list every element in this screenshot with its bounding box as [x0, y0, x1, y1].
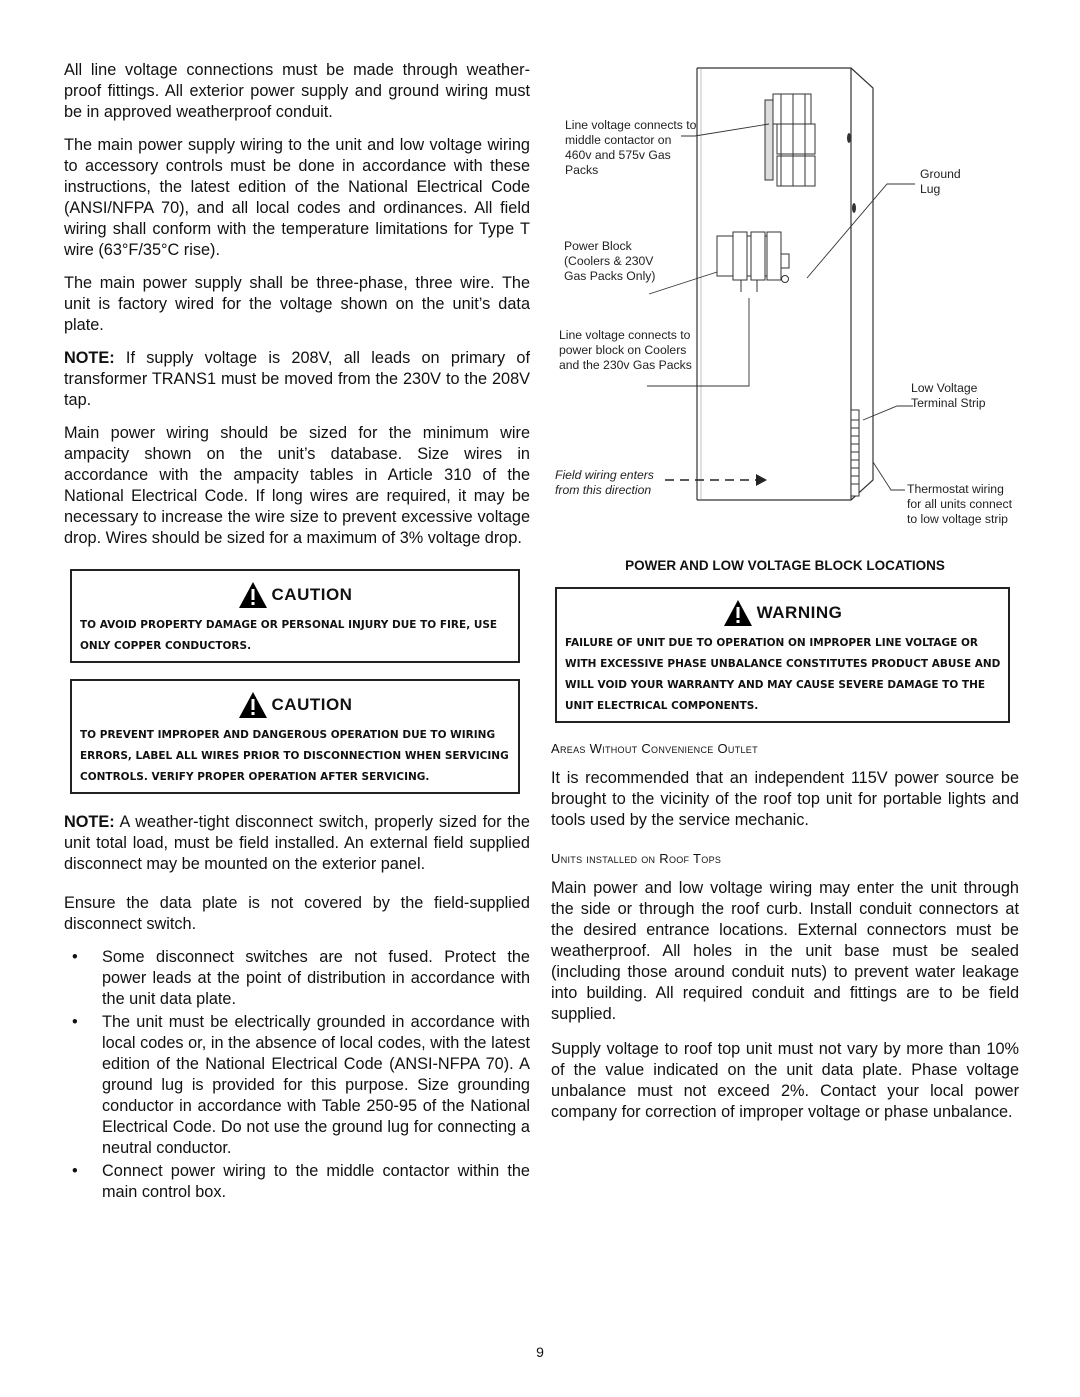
contactor-block [765, 94, 815, 186]
label-field-wiring: Field wiring enters from this direction [555, 468, 654, 497]
list-item: • The unit must be electrically grounded in accordance with local codes or, in the absence of local codes, with the latest edition of the National Electrical Code (ANSI-NFPA 70). A ground lug is provided for this purpose. Size grounding conductor in accordance with Table 250-95 of the National Electrical Code. Do not use the ground lug for connecting a neutral conductor. [72, 1013, 530, 1157]
field-wiring-arrow [665, 474, 767, 486]
caution-heading: CAUTION [271, 585, 353, 604]
paragraph-data-plate: Ensure the data plate is not covered by the field-supplied disconnect switch. [64, 894, 530, 933]
warning-triangle-icon [723, 599, 753, 627]
note-label: NOTE: [64, 349, 115, 367]
wiring-diagram [551, 60, 1019, 550]
warning-text: FAILURE OF UNIT DUE TO OPERATION ON IMPROPER LINE VOLTAGE OR WITH EXCESSIVE PHASE UNBALANCE CONSTITUTES PRODUCT ABUSE AND WILL VOID YOUR WARRANTY AND MAY CAUSE SEVERE DAMAGE TO THE UNIT ELECTRICAL COMPONENTS. [565, 637, 1001, 712]
caution-heading: CAUTION [271, 695, 353, 714]
warning-box [555, 587, 1010, 723]
label-power-block: Power Block (Coolers & 230V Gas Packs Only) [564, 239, 656, 283]
power-block [717, 232, 789, 292]
section-heading-convenience-outlet: Areas Without Convenience Outlet [551, 741, 758, 756]
caution-box-copper [70, 569, 520, 663]
bullet-icon: • [72, 948, 78, 966]
note-text: If supply voltage is 208V, all leads on primary of transformer TRANS1 must be moved from the 230V to the 208V tap. [64, 349, 530, 409]
warning-header [563, 595, 1002, 631]
low-voltage-strip [851, 410, 859, 496]
paragraph-convenience-outlet: It is recommended that an independent 115V power source be brought to the vicinity of the roof top unit for portable lights and tools used by the service mechanic. [551, 769, 1019, 829]
paragraph-three-phase: The main power supply shall be three-phase, three wire. The unit is factory wired for the voltage shown on the unit’s data plate. [64, 274, 530, 334]
warning-triangle-icon [238, 581, 268, 609]
bullet-icon: • [72, 1013, 78, 1031]
label-ground-lug: Ground Lug [920, 167, 961, 196]
label-low-voltage: Low Voltage Terminal Strip [911, 381, 986, 410]
label-thermostat: Thermostat wiring for all units connect to low voltage strip [907, 482, 1013, 526]
warning-triangle-icon [238, 691, 268, 719]
paragraph-supply-voltage: Supply voltage to roof top unit must not vary by more than 10% of the value indicated on the unit data plate. Phase voltage unbalance must not exceed 2%. Contact your local power company for correction of improper voltage or phase unbalance. [551, 1040, 1019, 1121]
caution-header [78, 687, 512, 723]
caution-header [78, 577, 512, 613]
right-column [551, 60, 1019, 1135]
list-item: • Connect power wiring to the middle contactor within the main control box. [72, 1162, 530, 1201]
paragraph-weatherproof: All line voltage connections must be made through weather-proof fittings. All exterior power supply and ground wiring must be in approved weatherproof conduit. [64, 61, 530, 121]
left-column [64, 60, 530, 1205]
caution-text: TO AVOID PROPERTY DAMAGE OR PERSONAL INJURY DUE TO FIRE, USE ONLY COPPER CONDUCTORS. [80, 619, 498, 652]
caution-box-labeling [70, 679, 520, 794]
note-label: NOTE: [64, 813, 115, 831]
paragraph-roof-tops: Main power and low voltage wiring may enter the unit through the side or through the roof curb. Install conduit connectors at the desired entrance locations. External connectors must be weatherproof. All holes in the unit base must be sealed (including those around conduit nuts) to prevent water leakage into building. All required conduit and fittings are to be field supplied. [551, 879, 1019, 1023]
label-line-voltage-block: Line voltage connects to power block on Coolers and the 230v Gas Packs [559, 328, 692, 372]
bullet-icon: • [72, 1162, 78, 1180]
note-208v [64, 348, 530, 411]
page-number: 9 [536, 1344, 544, 1360]
note-text: A weather-tight disconnect switch, properly sized for the unit total load, must be field installed. An external field supplied disconnect may be mounted on the exterior panel. [64, 813, 530, 873]
paragraph-wire-sizing: Main power wiring should be sized for the minimum wire ampacity shown on the unit’s database. Size wires in accordance with the ampacity tables in Article 310 of the National Electrical Code. If long wires are required, it may be necessary to increase the wire size to prevent excessive voltage drop. Wires should be sized for a maximum of 3% voltage drop. [64, 424, 530, 547]
bullet-list [72, 947, 530, 1203]
note-disconnect [64, 812, 530, 875]
label-line-voltage-middle: Line voltage connects to middle contactor on 460v and 575v Gas Packs [565, 118, 697, 177]
figure-caption: POWER AND LOW VOLTAGE BLOCK LOCATIONS [625, 558, 945, 573]
paragraph-wiring-codes: The main power supply wiring to the unit and low voltage wiring to accessory controls must be done in accordance with these instructions, the latest edition of the National Electrical Code (ANSI/NFPA 70), and all local codes and ordinances. All field wiring shall conform with the temperature limitations for Type T wire (63°F/35°C rise). [64, 136, 530, 259]
section-heading-roof-tops: Units installed on Roof Tops [551, 851, 722, 866]
caution-text: TO PREVENT IMPROPER AND DANGEROUS OPERATION DUE TO WIRING ERRORS, LABEL ALL WIRES PRIOR TO DISCONNECTION WHEN SERVICING CONTROLS. VERIFY PROPER OPERATION AFTER SERVICING. [80, 729, 509, 783]
list-item: • Some disconnect switches are not fused. Protect the power leads at the point of distribution in accordance with the unit data plate. [72, 948, 530, 1008]
warning-heading: WARNING [756, 603, 843, 622]
